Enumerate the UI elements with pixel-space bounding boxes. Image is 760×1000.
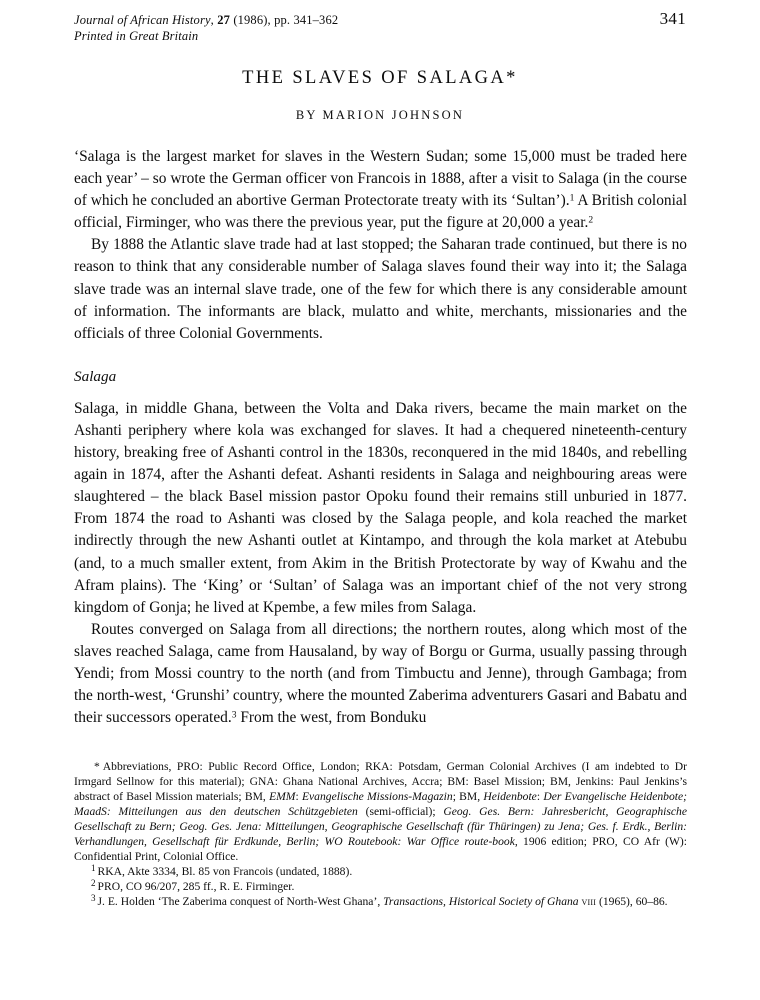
- footnote-asterisk-text-1: Abbreviations, PRO: Public Record Office, London; RKA: Potsdam, German Colonial Archives (I am indebted to Dr Irmgard Sellnow for this material); GNA: Ghana National Archives, Accra; BM: Basel Mission; BM, Jenkins: Paul Jenkins’s abstract of Basel Mission materials; BM,: [74, 760, 687, 803]
- footnote-3-italic-title: Transactions, Historical Society of Ghana: [383, 895, 579, 908]
- journal-citation-line: Journal of African History, 27 (1986), pp. 341–362: [74, 13, 339, 27]
- footnote-italic-emm: EMM: [269, 790, 296, 803]
- article-body: [74, 146, 687, 729]
- article-title: THE SLAVES OF SALAGA*: [242, 68, 518, 88]
- footnote-3-mark: 3: [91, 893, 96, 904]
- year-and-pages: (1986), pp. 341–362: [233, 13, 339, 27]
- footnote-1: [74, 864, 687, 879]
- footnote-asterisk-text-3: ; BM,: [452, 790, 484, 803]
- volume-number: 27: [217, 13, 231, 27]
- footnote-3: [74, 894, 687, 909]
- spacer: [74, 345, 687, 366]
- footnote-asterisk-text-5: (semi-official);: [357, 805, 444, 818]
- footnote-ref-3[interactable]: 3: [231, 709, 237, 721]
- spacer: [74, 388, 687, 398]
- section-heading-salaga: Salaga: [74, 367, 117, 385]
- paragraph-4-text: Routes converged on Salaga from all directions; the northern routes, along which most of the slaves reached Salaga, came from Hausaland, by way of Borgu or Gurma, usually passing through Yendi; from Mossi country to the north (and from Timbuctu and Jenne), through Gambaga; from the north-west, ‘Grunshi’ country, where the mounted Zaberima adventurers Gasari and Babatu and their successors operated.: [74, 620, 687, 727]
- footnote-3-text-2: (1965), 60–86.: [596, 895, 668, 908]
- footnote-asterisk-text-2: :: [295, 790, 302, 803]
- footnote-asterisk-text-4: :: [536, 790, 544, 803]
- footnote-asterisk-mark: *: [94, 760, 100, 773]
- paragraph-1-text-cont: A British colonial official, Firminger, who was there the previous year, put the figure at 20,000 a year.: [74, 192, 687, 232]
- footnote-italic-maads: Der Evangelische Heidenbote; MaadS: Mitteilungen aus den deutschen Schützgebieten: [74, 790, 687, 818]
- running-head: [74, 9, 686, 44]
- printed-in-line: Printed in Great Britain: [74, 29, 199, 43]
- footnote-2-mark: 2: [91, 878, 96, 889]
- footnotes-block: [74, 759, 687, 909]
- article-byline: BY MARION JOHNSON: [295, 108, 465, 122]
- paragraph-1: [74, 146, 687, 234]
- footnote-ref-2[interactable]: 2: [588, 214, 594, 226]
- paragraph-4: [74, 619, 687, 729]
- footnote-italic-heidenbote: Heidenbote: [483, 790, 537, 803]
- footnote-italic-societies: Geog. Ges. Bern: Jahresbericht, Geographische Gesellschaft zu Bern; Geog. Ges. Jena: Mitteilungen, Geographische Gesellschaft (für Thüringen) zu Jena; Ges. f. Erdk., Berlin: Verhandlungen, Gesellschaft für Erdkunde, Berlin; WO Routebook: War Office route-book: [74, 805, 688, 848]
- footnote-asterisk: [74, 759, 687, 864]
- paragraph-2: By 1888 the Atlantic slave trade had at last stopped; the Saharan trade continued, but there is no reason to think that any considerable number of Salaga slaves found their way into it; the Salaga slave trade was an internal slave trade, one of the few for which there is any considerable amount of information. The informants are black, mulatto and white, merchants, missionaries and the officials of three Colonial Governments.: [74, 236, 687, 342]
- paragraph-4-text-cont: From the west, from Bonduku: [236, 709, 427, 727]
- footnote-1-text: RKA, Akte 3334, Bl. 85 von Francois (undated, 1888).: [97, 865, 353, 878]
- footnote-3-volume-roman: viii: [581, 894, 597, 908]
- footnote-2: [74, 879, 687, 894]
- page-number: 341: [659, 9, 686, 28]
- footnote-1-mark: 1: [91, 863, 96, 874]
- footnote-2-text: PRO, CO 96/207, 285 ff., R. E. Firminger.: [97, 880, 295, 893]
- paragraph-3: Salaga, in middle Ghana, between the Volta and Daka rivers, became the main market on the Ashanti periphery where kola was exchanged for slaves. It had a chequered nineteenth-century history, breaking free of Ashanti control in the 1830s, reconquered in the mid 1840s, and rebelling again in 1874, after the Ashanti defeat. Ashanti residents in Salaga and neighbouring areas were slaughtered – the black Basel mission pastor Opoku found their remains still unburied in 1877. From 1874 the road to Ashanti was closed by the Salaga people, and kola reached the market indirectly through the new Ashanti outlet at Kintampo, and through the kola market at Atebubu (and, to a much smaller extent, from Akim in the British Protectorate by way of Kwahu and the Afram plains). The ‘King’ or ‘Sultan’ of Salaga was an important chief of the not very strong kingdom of Gonja; he lived at Kpembe, a few miles from Salaga.: [74, 399, 687, 616]
- paragraph-1-text: ‘Salaga is the largest market for slaves in the Western Sudan; some 15,000 must be traded here each year’ – so wrote the German officer von Francois in 1888, after a visit to Salaga (in the course of which he concluded an abortive German Protectorate treaty with its ‘Sultan’).: [74, 148, 687, 210]
- journal-title: Journal of African History: [74, 13, 211, 27]
- footnote-3-text-1: J. E. Holden ‘The Zaberima conquest of North-West Ghana’,: [97, 895, 384, 908]
- footnote-italic-magazin: Evangelische Missions-Magazin: [301, 790, 453, 803]
- footnote-ref-1[interactable]: 1: [569, 192, 575, 204]
- footnote-asterisk-text-6: , 1906 edition; PRO, CO Afr (W): Confidential Print, Colonial Office.: [74, 835, 687, 863]
